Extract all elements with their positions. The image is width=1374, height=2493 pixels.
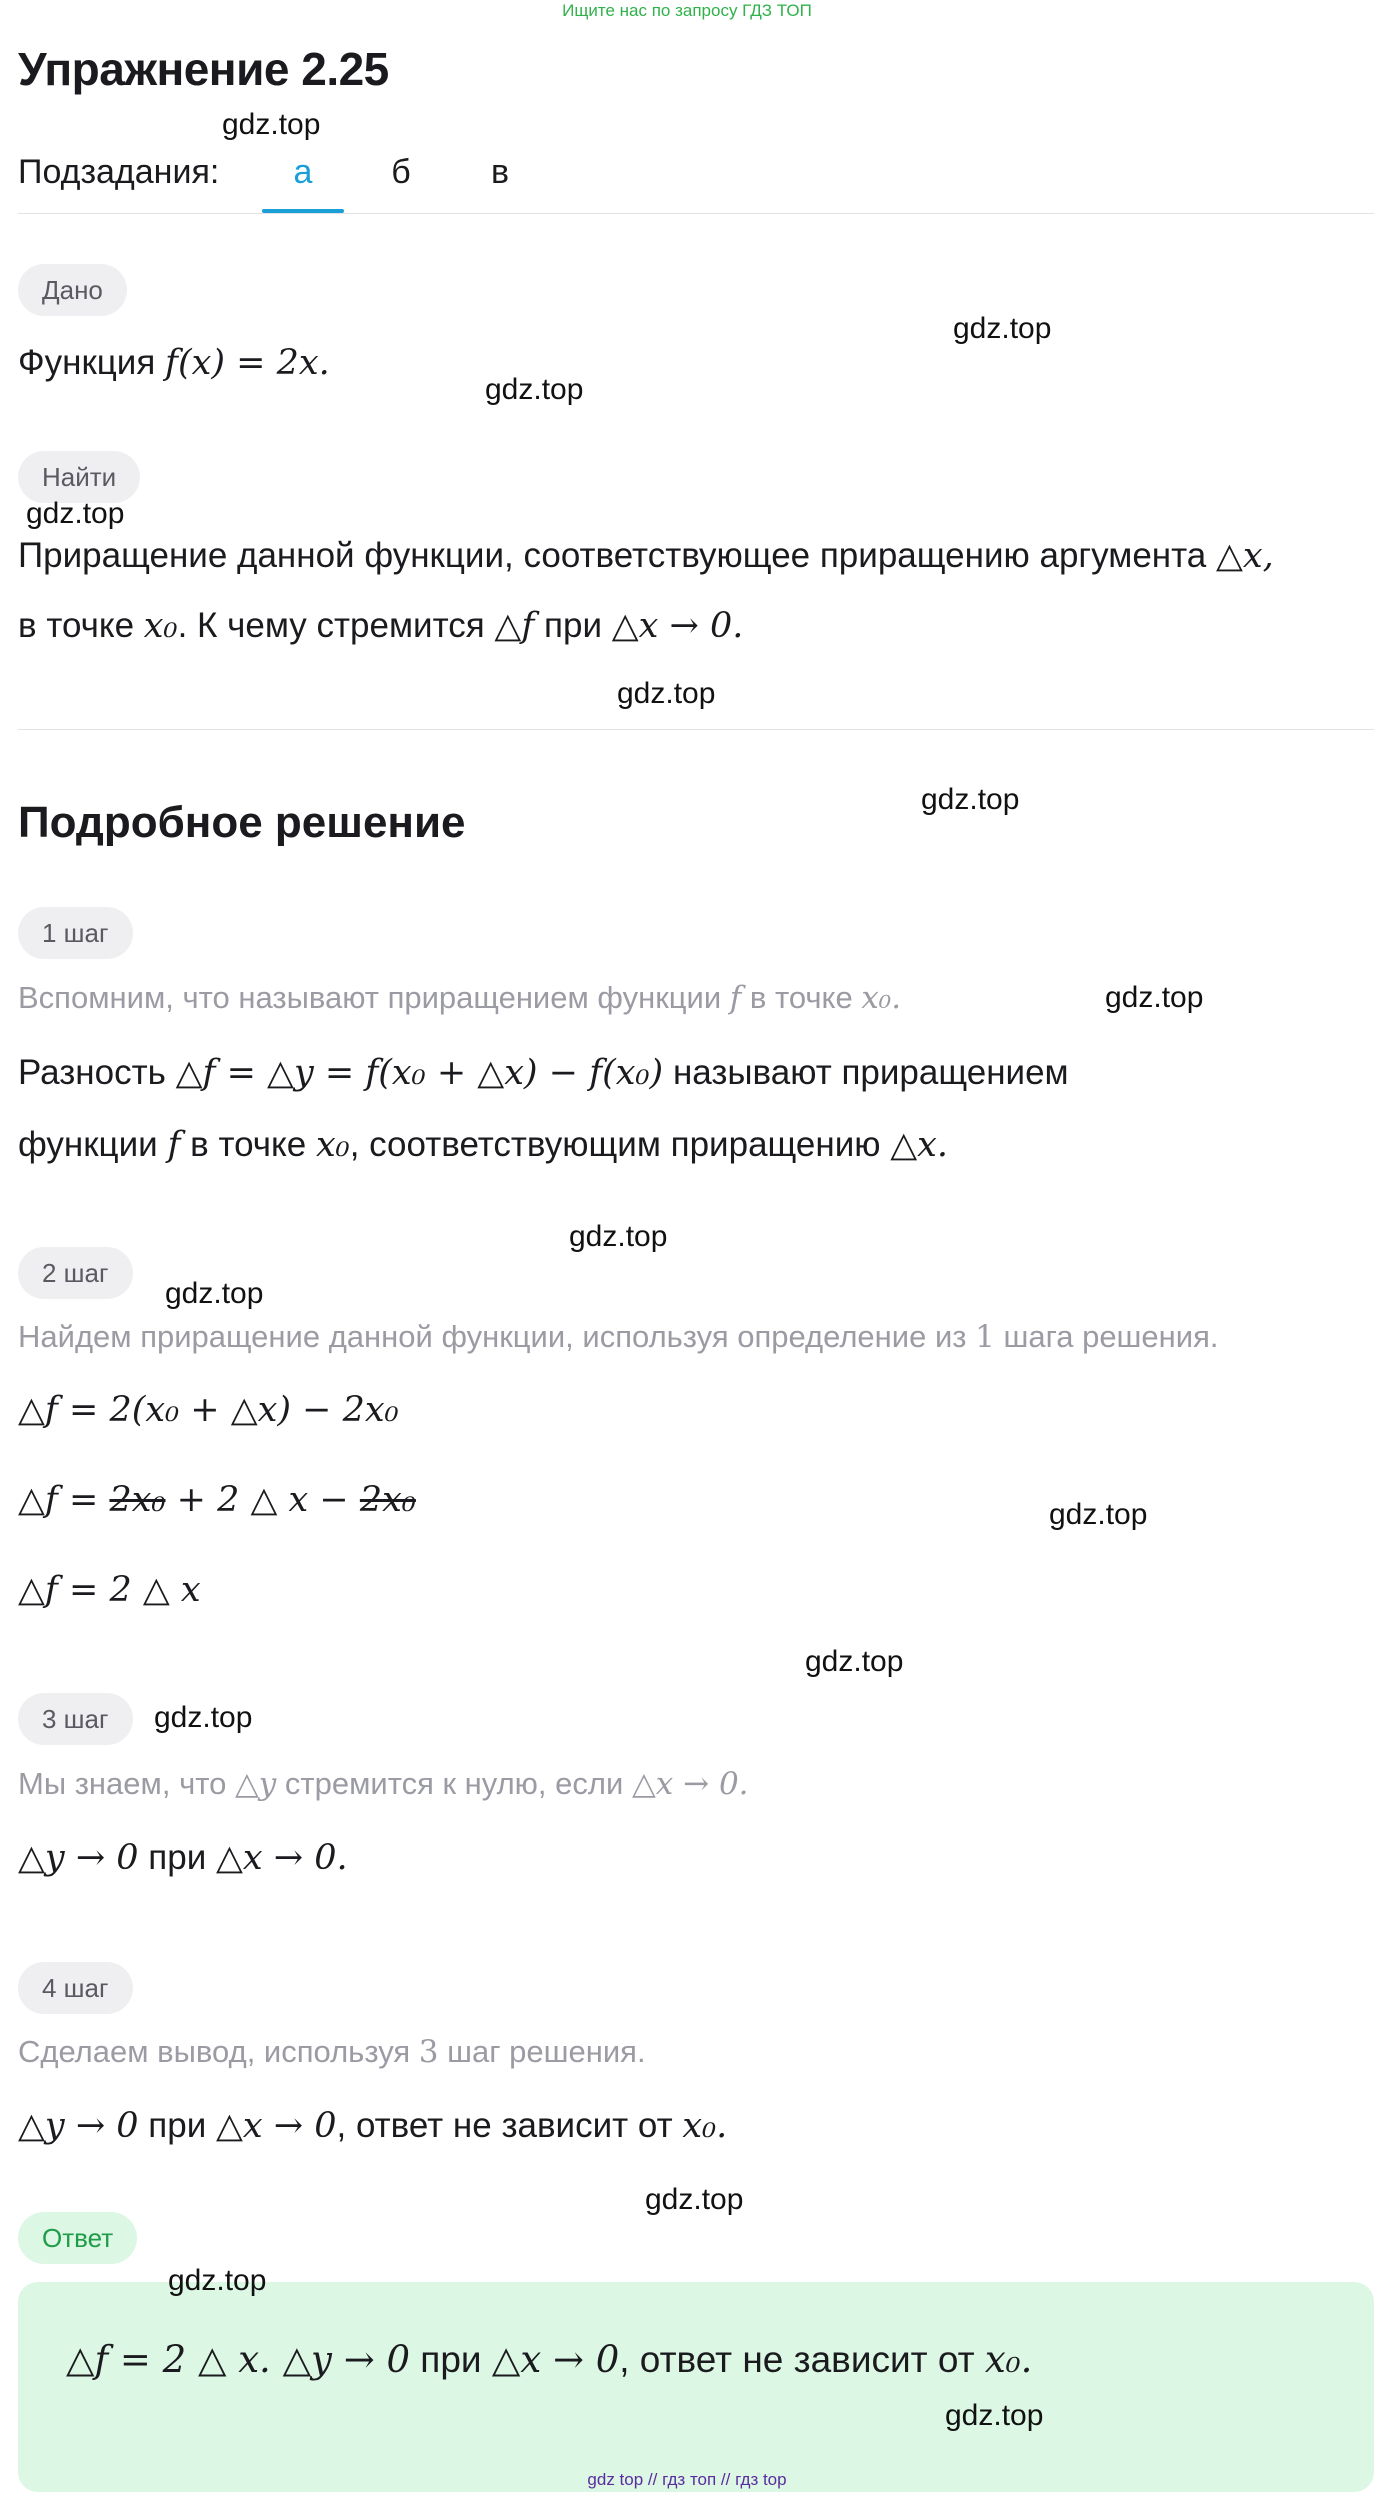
watermark: gdz.top — [26, 497, 125, 530]
watermark: gdz.top — [569, 1220, 668, 1253]
step-3-hint: Мы знаем, что △y стремится к нулю, если △x → 0. — [18, 1766, 749, 1802]
step-1-hint: Вспомним, что называют приращением функции f в точке x₀. — [18, 980, 902, 1016]
watermark: gdz.top — [165, 1277, 264, 1310]
step-3-line: △y → 0 при △x → 0. — [18, 1838, 348, 1878]
watermark: gdz.top — [1049, 1498, 1148, 1531]
tab-v[interactable]: в — [490, 153, 510, 191]
watermark: gdz.top — [168, 2264, 267, 2297]
watermark: gdz.top — [222, 108, 321, 141]
watermark: gdz.top — [1105, 981, 1204, 1014]
answer-text: △f = 2 △ x. △y → 0 при △x → 0, ответ не зависит от x₀. — [66, 2338, 1033, 2381]
find-chip: Найти — [18, 451, 140, 503]
step-4-hint: Сделаем вывод, используя 3 шаг решения. — [18, 2034, 646, 2070]
page-title: Упражнение 2.25 — [18, 43, 389, 95]
step-2-eq-2: △f = 2x₀ + 2 △ x − 2x₀ — [18, 1480, 416, 1520]
tabs-divider — [18, 213, 1374, 214]
watermark: gdz.top — [617, 677, 716, 710]
answer-chip: Ответ — [18, 2212, 137, 2264]
top-note: Ищите нас по запросу ГДЗ ТОП — [562, 1, 812, 20]
watermark: gdz.top — [921, 783, 1020, 816]
given-text: Функция f(x) = 2x. — [18, 343, 330, 383]
step-2-hint: Найдем приращение данной функции, используя определение из 1 шага решения. — [18, 1319, 1219, 1355]
step-2-chip: 2 шаг — [18, 1247, 133, 1299]
tab-b[interactable]: б — [391, 153, 411, 191]
watermark: gdz.top — [485, 373, 584, 406]
footer-links[interactable]: gdz top // гдз топ // гдз top — [587, 2470, 787, 2489]
find-line-1: Приращение данной функции, соответствующее приращению аргумента △x, — [18, 536, 1274, 576]
given-chip: Дано — [18, 264, 127, 316]
watermark: gdz.top — [645, 2183, 744, 2216]
watermark: gdz.top — [953, 312, 1052, 345]
step-1-line-1: Разность △f = △y = f(x₀ + △x) − f(x₀) называют приращением — [18, 1053, 1069, 1093]
step-2-eq-3: △f = 2 △ x — [18, 1570, 201, 1610]
answer-box — [18, 2282, 1374, 2492]
find-line-2: в точке x₀. К чему стремится △f при △x → 0. — [18, 606, 744, 646]
step-2-eq-1: △f = 2(x₀ + △x) − 2x₀ — [18, 1390, 399, 1430]
step-1-chip: 1 шаг — [18, 907, 133, 959]
subtasks-label: Подзадания: — [18, 153, 220, 191]
watermark: gdz.top — [805, 1645, 904, 1678]
tab-a[interactable]: а — [293, 153, 313, 191]
watermark: gdz.top — [945, 2399, 1044, 2432]
step-1-line-2: функции f в точке x₀, соответствующим приращению △x. — [18, 1125, 949, 1165]
step-4-chip: 4 шаг — [18, 1962, 133, 2014]
step-4-line: △y → 0 при △x → 0, ответ не зависит от x₀. — [18, 2106, 728, 2146]
step-3-chip: 3 шаг — [18, 1693, 133, 1745]
watermark: gdz.top — [154, 1701, 253, 1734]
solution-heading: Подробное решение — [18, 798, 466, 847]
section-divider — [18, 729, 1374, 730]
